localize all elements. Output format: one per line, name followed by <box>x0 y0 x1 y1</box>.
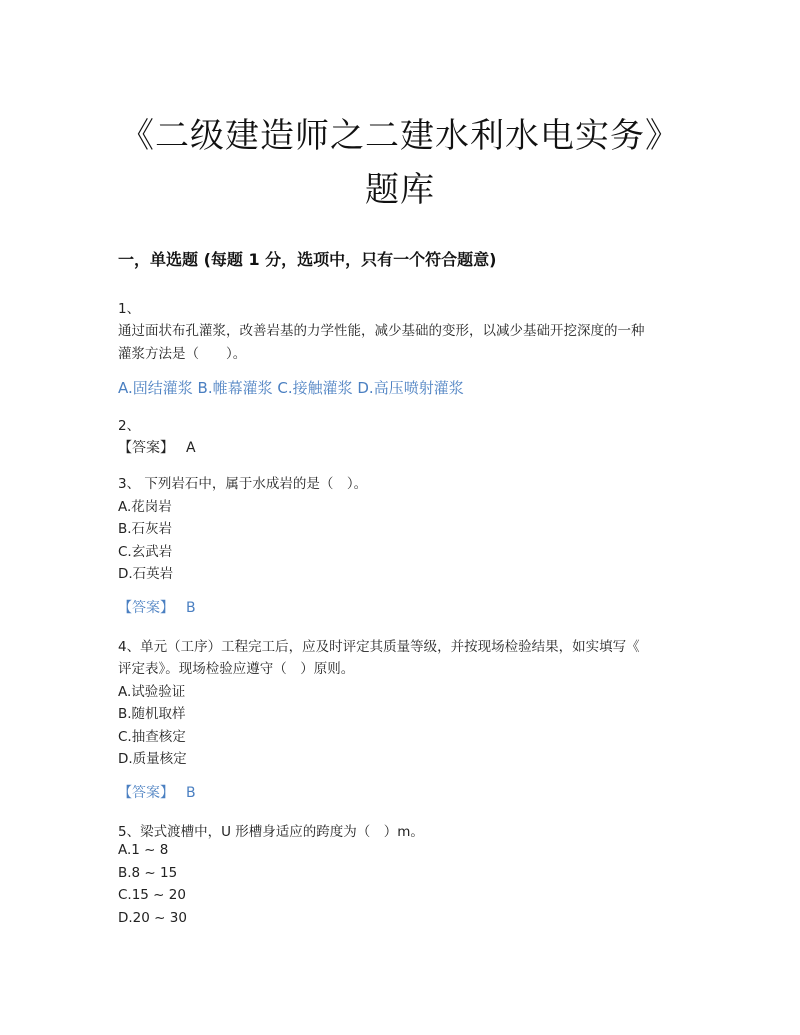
q3-option-c: C.玄武岩 <box>118 544 173 560</box>
q4-option-a: A.试验验证 <box>118 684 186 700</box>
q4-answer <box>118 782 196 802</box>
q1-text-line2: 灌浆方法是（ ）。 <box>118 346 247 362</box>
q4-stem-line1: 4、单元（工序）工程完工后，应及时评定其质量等级，并按现场检验结果，如实填写《 <box>118 639 640 655</box>
q3-option-a: A.花岗岩 <box>118 499 172 515</box>
q4-option-b: B.随机取样 <box>118 706 186 722</box>
q1-text-line1: 通过面状布孔灌浆，改善岩基的力学性能，减少基础的变形，以减少基础开挖深度的一种 <box>118 323 645 339</box>
q4-answer-value: B <box>186 785 196 801</box>
q5-option-c: C.15 ~ 20 <box>118 887 186 903</box>
q1-options: A.固结灌浆 B.帷幕灌浆 C.接触灌浆 D.高压喷射灌浆 <box>118 379 464 397</box>
q1-number: 1、 <box>118 301 141 317</box>
q2-answer <box>118 437 196 457</box>
q3-answer <box>118 597 196 617</box>
q3-option-d: D.石英岩 <box>118 566 174 582</box>
q3-option-b: B.石灰岩 <box>118 521 173 537</box>
doc-title-line1: 《二级建造师之二建水利水电实务》 <box>120 116 680 156</box>
q2-number: 2、 <box>118 418 141 434</box>
doc-title-line2: 题库 <box>365 170 435 210</box>
q4-option-c: C.抽查核定 <box>118 729 186 745</box>
q4-option-d: D.质量核定 <box>118 751 187 767</box>
q2-answer-label: 【答案】 <box>118 440 174 456</box>
q4-answer-label: 【答案】 <box>118 785 174 801</box>
q2-answer-value: A <box>186 440 196 456</box>
q3-answer-label: 【答案】 <box>118 600 174 616</box>
q5-stem: 5、梁式渡槽中，U 形槽身适应的跨度为（ ）m。 <box>118 824 424 840</box>
q5-option-d: D.20 ~ 30 <box>118 910 187 926</box>
q5-option-a: A.1 ~ 8 <box>118 842 169 858</box>
q4-stem-line2: 评定表》。现场检验应遵守（ ）原则。 <box>118 661 355 677</box>
section-heading: 一，单选题 (每题 1 分，选项中，只有一个符合题意) <box>118 250 497 269</box>
q3-stem: 3、 下列岩石中，属于水成岩的是（ ）。 <box>118 476 368 492</box>
q5-option-b: B.8 ~ 15 <box>118 865 178 881</box>
q3-answer-value: B <box>186 600 196 616</box>
